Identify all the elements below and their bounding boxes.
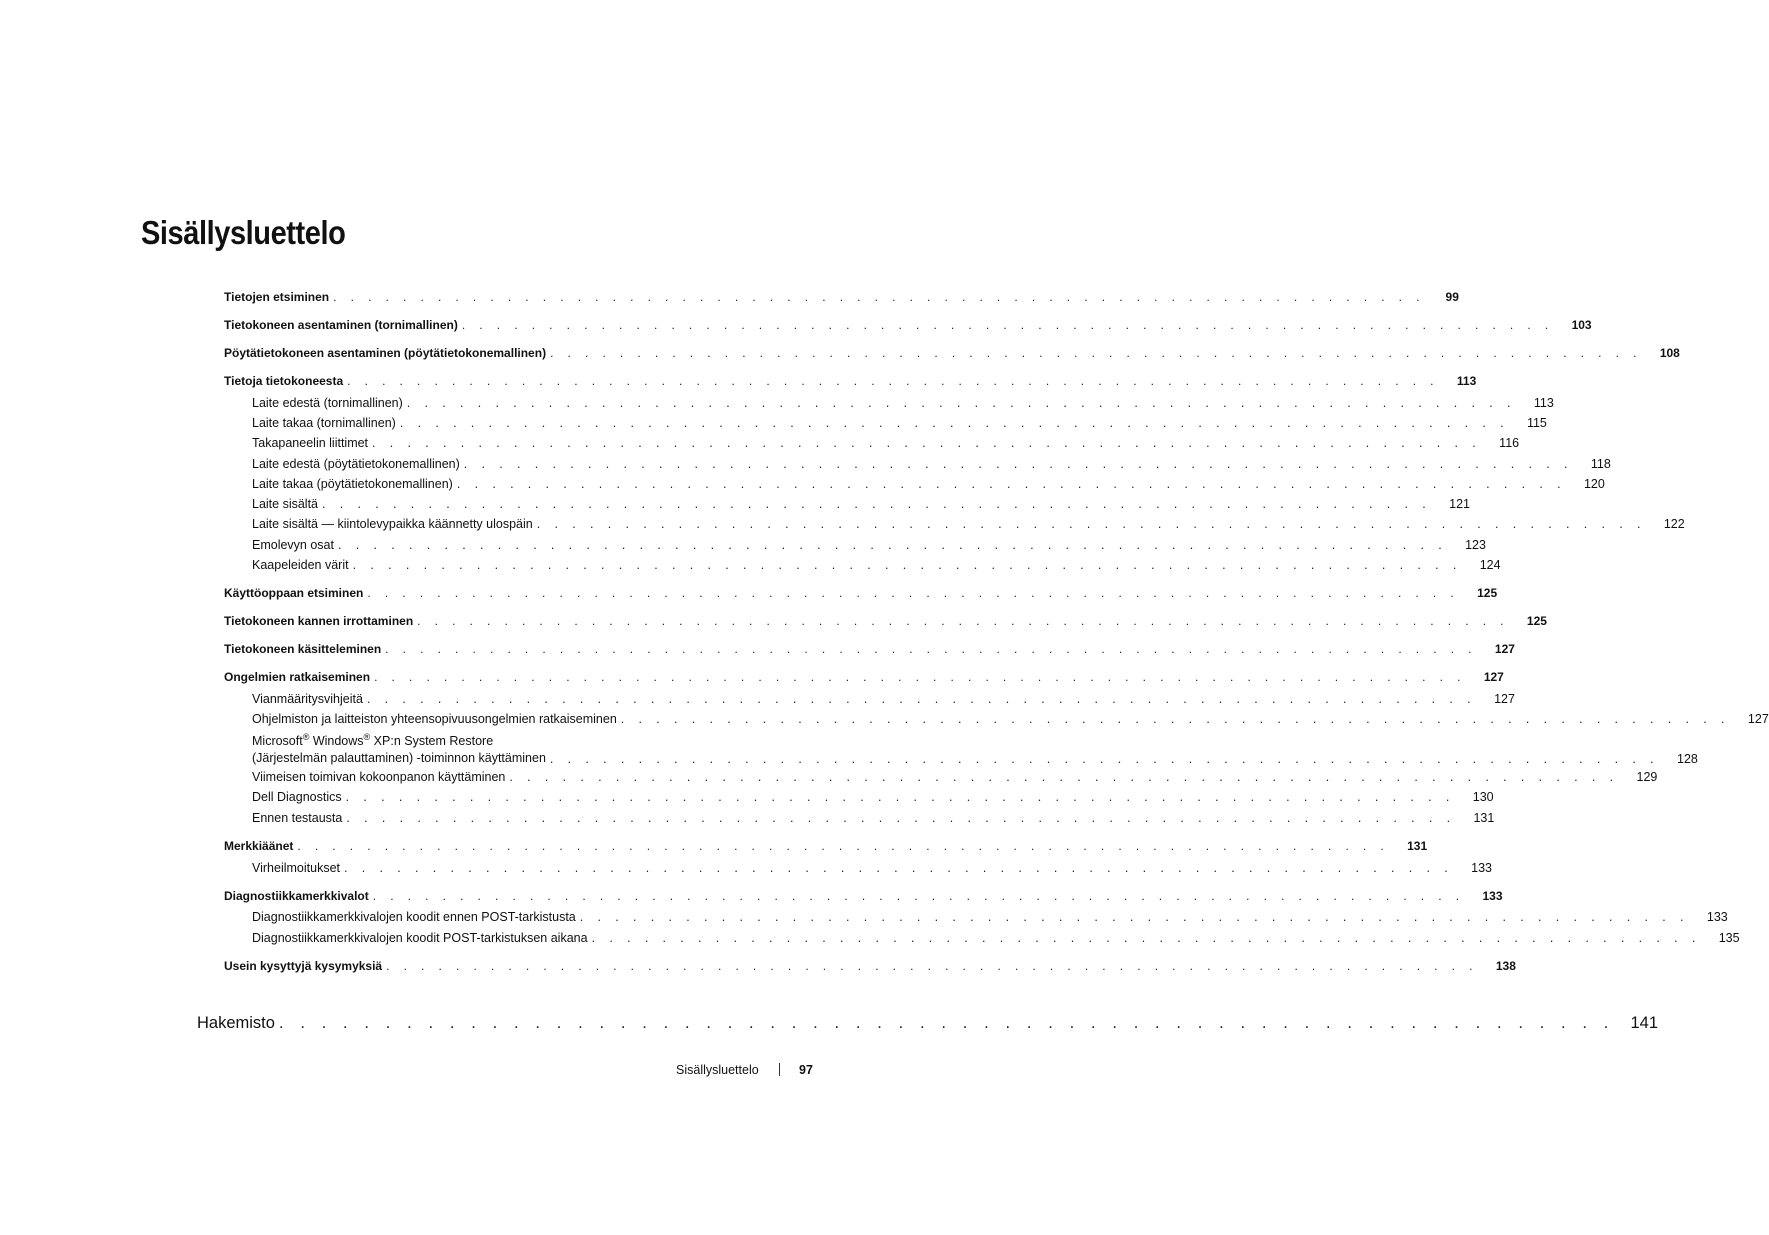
dot-leader: . . . . . . . . . . . . . . . . . . . . . . . . . . . . . . . . . . . . . . . . . . . . . . . . . . . . . . . . . . . . . . . [367, 586, 1460, 600]
toc-section-entry [224, 345, 1680, 361]
toc-entry-label: Tietojen etsiminen [224, 290, 330, 304]
toc-subsection-entry [252, 395, 1554, 411]
toc-page-number: 141 [1630, 1014, 1659, 1032]
toc-entry-label: Tietokoneen kannen irrottaminen [224, 614, 414, 628]
footer-section-label: Sisällysluettelo [676, 1063, 759, 1077]
page-title: Sisällysluettelo [141, 214, 346, 251]
toc-subsection-entry [252, 810, 1495, 826]
dot-leader: . . . . . . . . . . . . . . . . . . . . . . . . . . . . . . . . . . . . . . . . . . . . . . . . . . . . . . . . . . . . . . . [372, 889, 1465, 903]
toc-page-number: 133 [1471, 861, 1492, 875]
toc-section-entry [224, 317, 1592, 333]
dot-leader: . . . . . . . . . . . . . . . . . . . . . . . . . . . . . . . . . . . . . . . . . . . . . . . . . . . . . . . . . . . . . . . [461, 318, 1554, 332]
toc-entry-label: Tietoja tietokoneesta [224, 374, 344, 388]
toc-page-number: 113 [1533, 396, 1554, 410]
toc-page-number: 118 [1590, 457, 1611, 471]
toc-page-number: 115 [1526, 416, 1547, 430]
dot-leader: . . . . . . . . . . . . . . . . . . . . . . . . . . . . . . . . . . . . . . . . . . . . . . . . . . . . . . . . . . . . . . . [333, 290, 1425, 304]
dot-leader: . . . . . . . . . . . . . . . . . . . . . . . . . . . . . . . . . . . . . . . . . . . . . . . . . . . . . . . . . . . . . . . [347, 374, 1439, 388]
toc-page-number: 131 [1407, 839, 1428, 853]
toc-entry-label: Emolevyn osat [252, 538, 334, 552]
toc-page-number: 131 [1473, 811, 1495, 825]
dot-leader: . . . . . . . . . . . . . . . . . . . . . . . . . . . . . . . . . . . . . . . . . . . . . . . . . . . . . . . . . . . . . . . [406, 396, 1516, 410]
dot-leader: . . . . . . . . . . . . . . . . . . . . . . . . . . . . . . . . . . . . . . . . . . . . . . . . . . . . . . . . . . . . . . . [352, 558, 1462, 572]
toc-entry-label: Laite edestä (pöytätietokonemallinen) [252, 457, 460, 471]
toc-subsection-entry [252, 789, 1494, 805]
toc-subsection-entry [252, 930, 1740, 946]
toc-subsection-entry [252, 435, 1520, 451]
toc-page-number: 125 [1526, 614, 1547, 628]
toc-entry-label: Ohjelmiston ja laitteiston yhteensopivuusongelmien ratkaiseminen [252, 712, 617, 726]
dot-leader: . . . . . . . . . . . . . . . . . . . . . . . . . . . . . . . . . . . . . . . . . . . . . . . . . . . . . . . . . . . . . . . [344, 861, 1454, 875]
toc-entry-label: Takapaneelin liittimet [252, 436, 369, 450]
toc-entry-label: Laite edestä (tornimallinen) [252, 396, 403, 410]
dot-leader: . . . . . . . . . . . . . . . . . . . . . . . . . . . . . . . . . . . . . . . . . . . . . . . . . . . . . . . . . . . . . . . [366, 692, 1477, 706]
toc-entry-label: Käyttöoppaan etsiminen [224, 586, 364, 600]
toc-page-number: 103 [1571, 318, 1592, 332]
toc-page-number: 108 [1659, 346, 1680, 360]
toc-entry-label: Diagnostiikkamerkkivalojen koodit POST-tarkistuksen aikana [252, 931, 588, 945]
toc-entry-label: Usein kysyttyjä kysymyksiä [224, 959, 383, 973]
dot-leader: . . . . . . . . . . . . . . . . . . . . . . . . . . . . . . . . . . . . . . . . . . . . . . . . . . . . . . . . . . . . . . . [386, 959, 1478, 973]
toc-entry-label: Ongelmien ratkaiseminen [224, 670, 371, 684]
toc-entry-label: Dell Diagnostics [252, 790, 342, 804]
toc-section-entry [224, 613, 1547, 629]
toc-entry-label: Ennen testausta [252, 811, 343, 825]
dot-leader: . . . . . . . . . . . . . . . . . . . . . . . . . . . . . . . . . . . . . . . . . . . . . . . . . . . . . . . . . . . . . . . [374, 670, 1466, 684]
registered-mark: ® [363, 732, 371, 742]
toc-page-number: 128 [1677, 752, 1698, 766]
toc-section-entry [224, 641, 1515, 657]
toc-subsection-entry [252, 557, 1501, 573]
dot-leader: . . . . . . . . . . . . . . . . . . . . . . . . . . . . . . . . . . . . . . . . . . . . . . . . . . . . . . . . . . . . . . . [385, 642, 1477, 656]
toc-entry-label-line1: Microsoft® Windows® XP:n System Restore [252, 732, 494, 748]
dot-leader: . . . . . . . . . . . . . . . . . . . . . . . . . . . . . . . . . . . . . . . . . . . . . . . . . . . . . . . . . . . . . . . [322, 497, 1432, 511]
toc-page-number: 124 [1479, 558, 1501, 572]
toc-page-number: 120 [1583, 477, 1605, 491]
registered-mark: ® [302, 732, 310, 742]
toc-page-number: 125 [1477, 586, 1498, 600]
toc-subsection-entry [252, 476, 1605, 492]
toc-entry-label [252, 733, 546, 767]
toc-page-number: 113 [1456, 374, 1477, 388]
toc-entry-label: Tietokoneen käsitteleminen [224, 642, 382, 656]
toc-entry-label: Laite takaa (tornimallinen) [252, 416, 396, 430]
dot-leader: . . . . . . . . . . . . . . . . . . . . . . . . . . . . . . . . . . . . . . . . . . . . . . . . . . . . . . . . . . . . . . . [297, 839, 1390, 853]
dot-leader: . . . . . . . . . . . . . . . . . . . . . . . . . . . . . . . . . . . . . . . . . . . . . . . . . . . . . . . . . . . . . . . [550, 346, 1642, 360]
toc-section-entry [224, 373, 1477, 389]
toc-entry-label: Merkkiäänet [224, 839, 294, 853]
dot-leader: . . . . . . . . . . . . . . . . . . . . . . . . . . . . . . . . . . . . . . . . . . . . . . . . . . . . . . . . . . . . . . . [509, 770, 1619, 784]
toc-entry-label: Laite sisältä — kiintolevypaikka käännetty ulospäin [252, 517, 533, 531]
toc-page-number: 133 [1706, 910, 1728, 924]
toc-entry-label: Kaapeleiden värit [252, 558, 349, 572]
dot-leader: . . . . . . . . . . . . . . . . . . . . . . . . . . . . . . . . . . . . . . . . . . . . . . . . . . . . . . . . . . . . . . . [346, 811, 1456, 825]
dot-leader: . . . . . . . . . . . . . . . . . . . . . . . . . . . . . . . . . . . . . . . . . . . . . . . . . . . . . . . . . . . . . . . [536, 517, 1646, 531]
toc-entry-label: Vianmääritysvihjeitä [252, 692, 363, 706]
toc-section-entry [224, 289, 1459, 305]
toc-section-entry [224, 838, 1428, 854]
toc-page-number: 127 [1483, 670, 1504, 684]
toc-entry-label: Pöytätietokoneen asentaminen (pöytätietokonemallinen) [224, 346, 547, 360]
toc-section-entry [224, 585, 1498, 601]
toc-page-number: 122 [1663, 517, 1685, 531]
dot-leader: . . . . . . . . . . . . . . . . . . . . . . . . . . . . . . . . . . . . . . . . . . . . . . . . . . . . . . . . . . . . . . . [463, 457, 1573, 471]
footer-page-number: 97 [799, 1063, 813, 1077]
toc-subsection-entry [252, 711, 1769, 727]
toc-page-number: 127 [1747, 712, 1769, 726]
toc-subsection-entry [252, 516, 1685, 532]
dot-leader: . . . . . . . . . . . . . . . . . . . . . . . . . . . . . . . . . . . . . . . . . . . . . . . . . . . . . . . . . . . . . . . [579, 910, 1689, 924]
toc-entry-label: Diagnostiikkamerkkivalojen koodit ennen POST-tarkistusta [252, 910, 576, 924]
toc-page-number: 127 [1494, 692, 1515, 706]
dot-leader: . . . . . . . . . . . . . . . . . . . . . . . . . . . . . . . . . . . . . . . . . . . . . . . . . . . . . . . . . . . . . . . [620, 712, 1730, 726]
toc-entry-label: Hakemisto [197, 1014, 275, 1032]
toc-subsection-entry [252, 860, 1492, 876]
toc-page-number: 133 [1482, 889, 1503, 903]
dot-leader: . . . . . . . . . . . . . . . . . . . . . . . . . . . . . . . . . . . . . . . . . . . . . . . . . . . . . . . . . . . . . . . [456, 477, 1566, 491]
toc-subsection-entry [252, 732, 1698, 767]
toc-subsection-entry [252, 496, 1470, 512]
toc-index-entry [197, 1012, 1659, 1034]
dot-leader: . . . . . . . . . . . . . . . . . . . . . . . . . . . . . . . . . . . . . . . . . . . . . . . . . . . . . . . . . . . . . . . [549, 752, 1660, 766]
toc-subsection-entry [252, 415, 1547, 431]
toc-entry-label: Diagnostiikkamerkkivalot [224, 889, 369, 903]
dot-leader: . . . . . . . . . . . . . . . . . . . . . . . . . . . . . . . . . . . . . . . . . . . . . . . . . . . . . . . . . . . . . . . [278, 1014, 1615, 1032]
toc-page-number: 138 [1495, 959, 1516, 973]
dot-leader: . . . . . . . . . . . . . . . . . . . . . . . . . . . . . . . . . . . . . . . . . . . . . . . . . . . . . . . . . . . . . . . [591, 931, 1701, 945]
dot-leader: . . . . . . . . . . . . . . . . . . . . . . . . . . . . . . . . . . . . . . . . . . . . . . . . . . . . . . . . . . . . . . . [417, 614, 1509, 628]
toc-entry-label: Laite sisältä [252, 497, 319, 511]
toc-page-number: 116 [1499, 436, 1520, 450]
toc-entry-label: Virheilmoitukset [252, 861, 341, 875]
toc-entry-label-line2: (Järjestelmän palauttaminen) -toiminnon käyttäminen [252, 751, 546, 765]
dot-leader: . . . . . . . . . . . . . . . . . . . . . . . . . . . . . . . . . . . . . . . . . . . . . . . . . . . . . . . . . . . . . . . [345, 790, 1455, 804]
toc-page-number: 121 [1449, 497, 1470, 511]
toc-section-entry [224, 958, 1516, 974]
toc-entry-label: Laite takaa (pöytätietokonemallinen) [252, 477, 453, 491]
toc-page-number: 123 [1465, 538, 1486, 552]
toc-subsection-entry [252, 769, 1658, 785]
dot-leader: . . . . . . . . . . . . . . . . . . . . . . . . . . . . . . . . . . . . . . . . . . . . . . . . . . . . . . . . . . . . . . . [372, 436, 1482, 450]
toc-section-entry [224, 888, 1503, 904]
toc-page-number: 99 [1445, 290, 1459, 304]
dot-leader: . . . . . . . . . . . . . . . . . . . . . . . . . . . . . . . . . . . . . . . . . . . . . . . . . . . . . . . . . . . . . . . [399, 416, 1509, 430]
toc-entry-label: Viimeisen toimivan kokoonpanon käyttäminen [252, 770, 506, 784]
toc-section-entry [224, 669, 1504, 685]
toc-page-number: 135 [1718, 931, 1740, 945]
toc-subsection-entry [252, 456, 1611, 472]
toc-subsection-entry [252, 537, 1486, 553]
toc-page-number: 127 [1494, 642, 1515, 656]
toc-subsection-entry [252, 909, 1728, 925]
footer-divider [779, 1063, 780, 1076]
dot-leader: . . . . . . . . . . . . . . . . . . . . . . . . . . . . . . . . . . . . . . . . . . . . . . . . . . . . . . . . . . . . . . . [337, 538, 1448, 552]
toc-page-number: 130 [1472, 790, 1494, 804]
toc-subsection-entry [252, 691, 1515, 707]
toc-entry-label: Tietokoneen asentaminen (tornimallinen) [224, 318, 458, 332]
toc-page-number: 129 [1636, 770, 1658, 784]
